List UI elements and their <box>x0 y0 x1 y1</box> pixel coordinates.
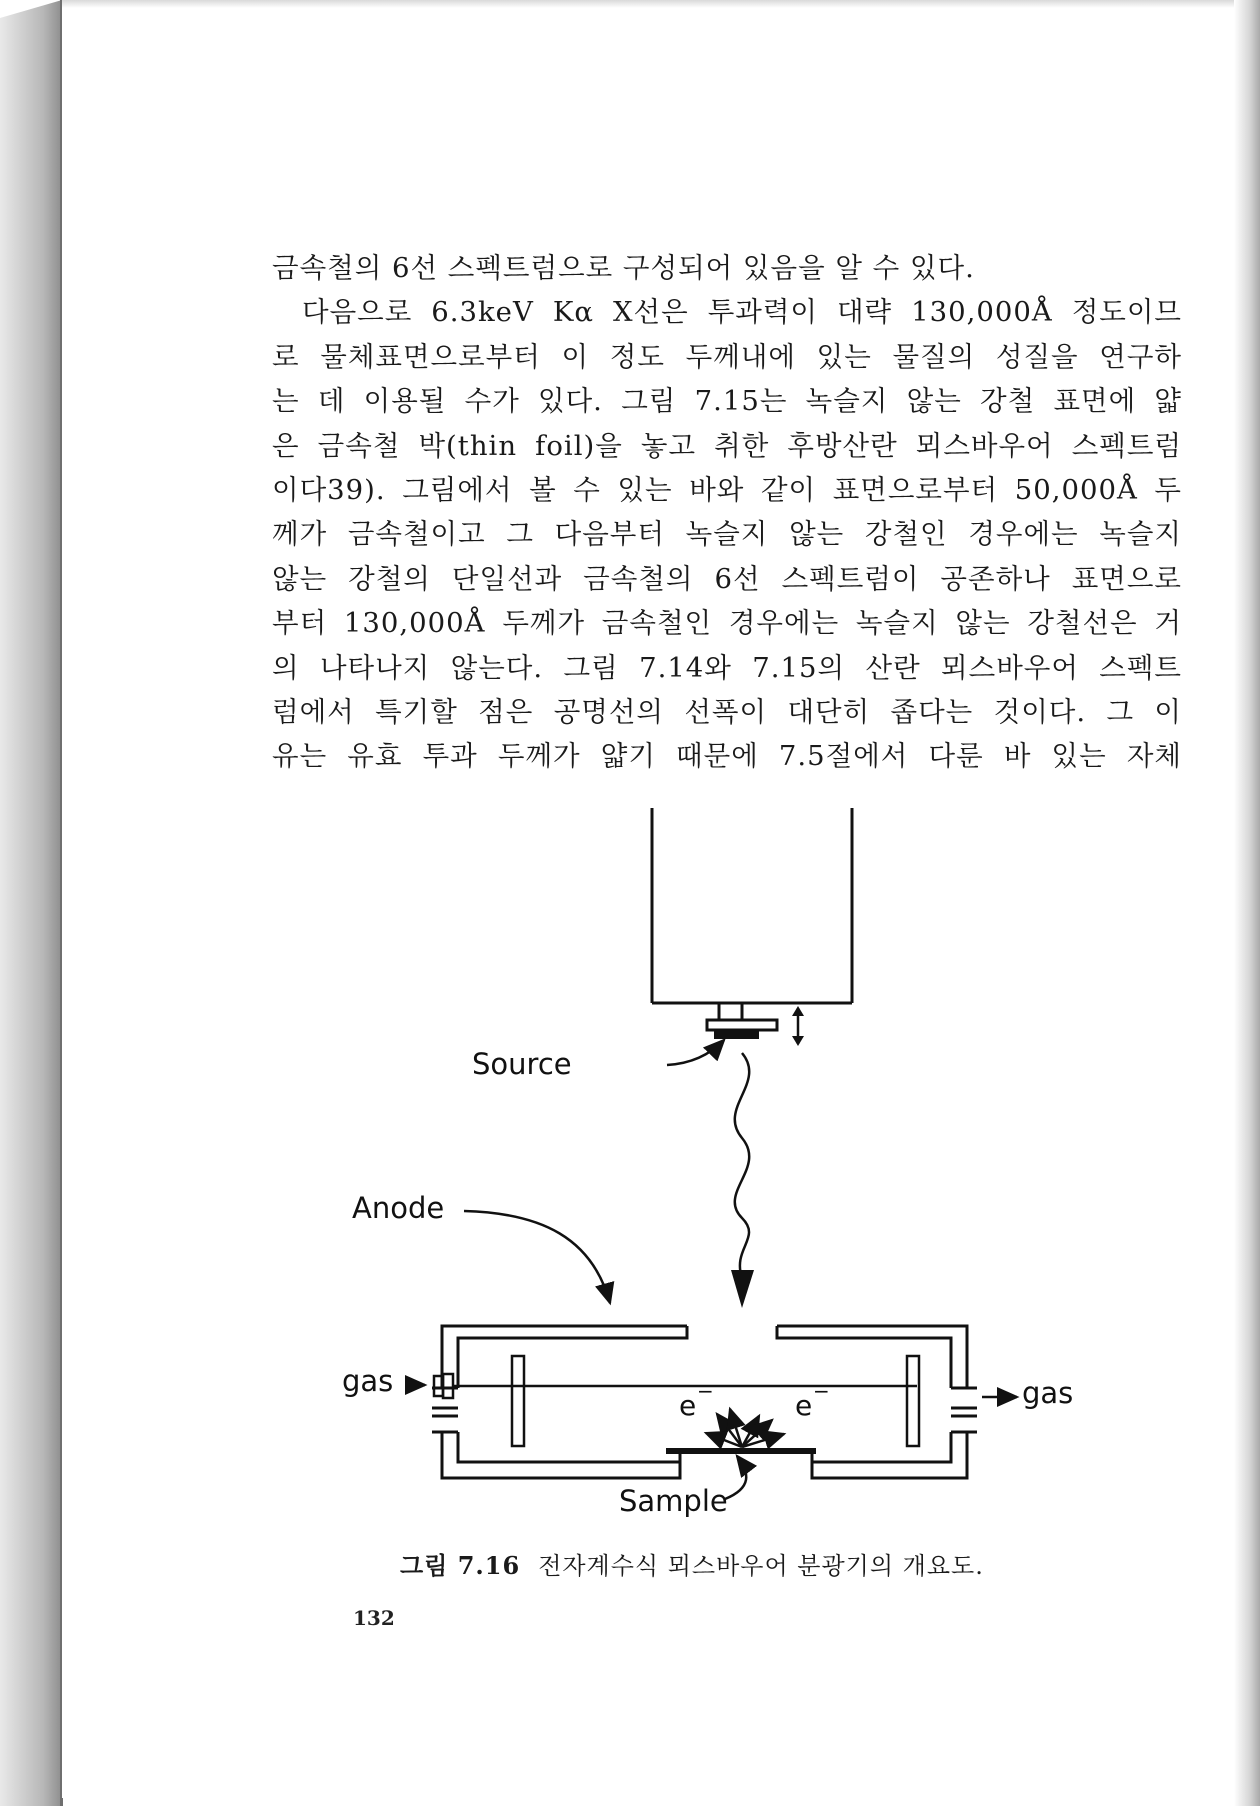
gas-outlet-label: gas <box>1022 1376 1074 1410</box>
electron-charge-right: − <box>813 1379 830 1403</box>
text-line: 께가 금속철이고 그 다음부터 녹슬지 않는 강철인 경우에는 녹슬지 <box>272 518 1182 551</box>
electron-label-left: e <box>679 1389 697 1422</box>
text-line: 는 데 이용될 수가 있다. 그림 7.15는 녹슬지 않는 강철 표면에 얇 <box>272 385 1182 418</box>
sample-plate <box>666 1448 816 1454</box>
anode-wire <box>434 1356 919 1446</box>
source-label: Source <box>472 1047 572 1081</box>
anode-label: Anode <box>352 1191 445 1225</box>
sample-pointer-arrow <box>725 1456 746 1499</box>
text-line: 않는 강철의 단일선과 금속철의 6선 스펙트럼이 공존하나 표면으로 <box>272 562 1182 595</box>
text-line: 은 금속철 박(thin foil)을 놓고 취한 후방산란 뫼스바우어 스펙트럼 <box>272 429 1182 462</box>
text-line: 부터 130,000Å 두께가 금속철인 경우에는 녹슬지 않는 강철선은 거 <box>272 607 1182 640</box>
page-top-shadow <box>62 0 1234 8</box>
gas-inlet-label: gas <box>342 1364 394 1398</box>
figure-caption <box>400 1546 1100 1581</box>
page-number: 132 <box>353 1606 395 1630</box>
gamma-ray-arrowhead <box>731 1270 754 1308</box>
gamma-ray-wave <box>735 1053 749 1278</box>
text-line: 이다39). 그림에서 볼 수 있는 바와 같이 표면으로부터 50,000Å 두 <box>272 473 1182 506</box>
sample-label: Sample <box>619 1484 728 1518</box>
electron-charge-left: − <box>697 1379 714 1403</box>
page-right-shadow <box>1234 0 1260 1806</box>
text-line: 유는 유효 투과 두께가 얇기 때문에 7.5절에서 다룬 바 있는 자체 <box>272 740 1182 773</box>
electron-emission <box>706 1409 784 1447</box>
anode-pointer-arrow <box>464 1211 610 1303</box>
book-spine-edge <box>0 0 62 1806</box>
caption-label: 그림 7.16 <box>400 1551 521 1580</box>
text-line: 로 물체표면으로부터 이 정도 두께내에 있는 물질의 성질을 연구하 <box>272 340 1182 373</box>
text-line: 의 나타나지 않는다. 그림 7.14와 7.15의 산란 뫼스바우어 스펙트 <box>272 651 1182 684</box>
text-line: 금속철의 6선 스펙트럼으로 구성되어 있음을 알 수 있다. <box>272 252 975 284</box>
detector-tube <box>652 808 852 1021</box>
electron-label-right: e <box>795 1389 813 1422</box>
body-paragraph <box>272 246 1182 779</box>
text-line: 다음으로 6.3keV Kα X선은 투과력이 대략 130,000Å 정도이므 <box>302 296 1182 329</box>
book-page <box>62 8 1234 1798</box>
source-holder <box>707 1006 804 1046</box>
caption-text: 전자계수식 뫼스바우어 분광기의 개요도. <box>538 1552 984 1580</box>
text-line: 럼에서 특기할 점은 공명선의 선폭이 대단히 좁다는 것이다. 그 이 <box>272 695 1182 728</box>
spectrometer-diagram <box>322 808 1202 1528</box>
source-pointer-arrow <box>667 1040 724 1065</box>
